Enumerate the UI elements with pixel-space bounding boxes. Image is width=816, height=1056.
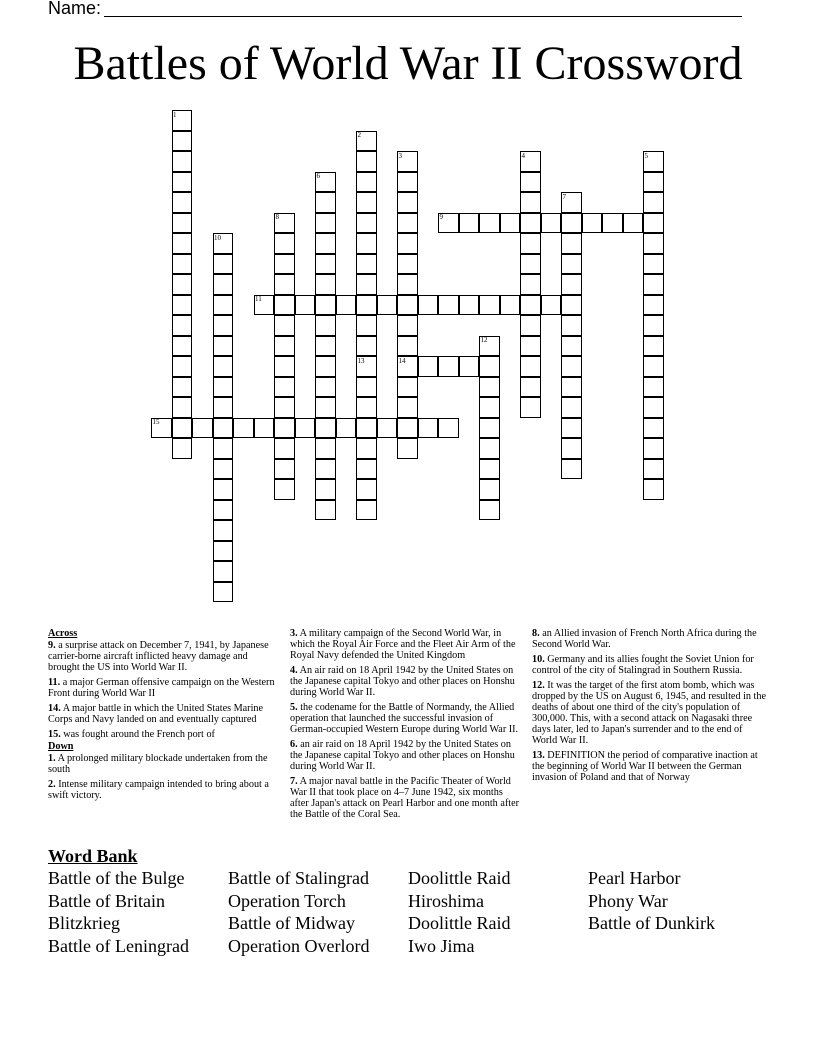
crossword-cell[interactable] (520, 295, 541, 316)
crossword-cell[interactable] (438, 356, 459, 377)
crossword-cell[interactable] (172, 192, 193, 213)
crossword-cell[interactable] (561, 274, 582, 295)
cell-number: 4 (521, 151, 525, 160)
crossword-cell[interactable] (356, 151, 377, 172)
crossword-cell[interactable] (561, 356, 582, 377)
crossword-cell[interactable] (643, 172, 664, 193)
crossword-cell[interactable] (356, 479, 377, 500)
crossword-cell[interactable] (274, 295, 295, 316)
crossword-cell[interactable] (643, 418, 664, 439)
crossword-cell[interactable] (315, 438, 336, 459)
crossword-cell[interactable] (520, 254, 541, 275)
crossword-cell[interactable] (315, 192, 336, 213)
crossword-cell[interactable] (315, 479, 336, 500)
crossword-cell[interactable] (643, 377, 664, 398)
crossword-cell[interactable] (192, 418, 213, 439)
crossword-cell[interactable] (315, 274, 336, 295)
crossword-cell[interactable] (233, 418, 254, 439)
crossword-cell[interactable] (213, 336, 234, 357)
crossword-cell[interactable] (172, 438, 193, 459)
crossword-cell[interactable] (213, 500, 234, 521)
crossword-cell[interactable] (561, 397, 582, 418)
cell-number: 5 (644, 151, 648, 160)
crossword-cell[interactable] (315, 213, 336, 234)
crossword-cell[interactable] (213, 520, 234, 541)
crossword-cell[interactable] (397, 418, 418, 439)
crossword-cell[interactable] (274, 315, 295, 336)
crossword-cell[interactable] (479, 377, 500, 398)
crossword-cell[interactable] (356, 233, 377, 254)
crossword-cell[interactable] (623, 213, 644, 234)
clue-across-14: 14. A major battle in which the United States Marine Corps and Navy landed on and eventually captured (48, 703, 264, 725)
clue-across-11: 11. a major German offensive campaign on the Western Front during World War II (48, 677, 275, 699)
crossword-cell[interactable] (172, 172, 193, 193)
crossword-cell[interactable] (459, 295, 480, 316)
crossword-cell[interactable] (315, 233, 336, 254)
crossword-cell[interactable] (561, 438, 582, 459)
crossword-cell[interactable] (479, 418, 500, 439)
crossword-cell[interactable] (295, 418, 316, 439)
cell-number: 6 (316, 172, 320, 180)
crossword-cell[interactable] (254, 418, 275, 439)
crossword-cell[interactable] (520, 192, 541, 213)
crossword-cell[interactable] (561, 254, 582, 275)
crossword-cell[interactable] (479, 213, 500, 234)
crossword-cell[interactable] (541, 213, 562, 234)
crossword-cell[interactable] (172, 254, 193, 275)
word-bank-item: Battle of the Bulge (48, 868, 185, 888)
crossword-cell[interactable] (356, 295, 377, 316)
word-bank-item: Phony War (588, 891, 668, 911)
across-heading: Across (48, 628, 78, 639)
word-bank-item: Battle of Leningrad (48, 936, 189, 956)
crossword-cell[interactable] (479, 438, 500, 459)
crossword-cell[interactable] (643, 479, 664, 500)
cell-number: 12 (480, 336, 488, 344)
crossword-cell[interactable] (274, 233, 295, 254)
crossword-cell[interactable] (356, 377, 377, 398)
clue-across-9: 9. a surprise attack on December 7, 1941, by Japanese carrier-borne aircraft inflicted heavy damage and brought the US into World War II. (48, 640, 269, 673)
crossword-cell[interactable] (643, 438, 664, 459)
crossword-cell[interactable] (643, 274, 664, 295)
crossword-cell[interactable] (397, 192, 418, 213)
crossword-cell[interactable] (438, 418, 459, 439)
crossword-cell[interactable] (520, 315, 541, 336)
clues-column-2 (290, 628, 522, 824)
crossword-cell[interactable] (356, 192, 377, 213)
crossword-cell[interactable] (172, 151, 193, 172)
crossword-cell[interactable] (336, 295, 357, 316)
crossword-cell[interactable] (172, 377, 193, 398)
crossword-cell[interactable] (643, 295, 664, 316)
crossword-cell[interactable] (213, 377, 234, 398)
crossword-cell[interactable] (500, 213, 521, 234)
crossword-cell[interactable] (213, 418, 234, 439)
crossword-cell[interactable] (213, 438, 234, 459)
crossword-cell[interactable] (520, 172, 541, 193)
crossword-cell[interactable] (172, 213, 193, 234)
crossword-cell[interactable] (602, 213, 623, 234)
crossword-cell[interactable] (213, 479, 234, 500)
cell-number: 15 (152, 418, 160, 426)
crossword-cell[interactable] (561, 377, 582, 398)
crossword-cell[interactable] (643, 315, 664, 336)
crossword-cell[interactable] (561, 418, 582, 439)
crossword-cell[interactable] (397, 233, 418, 254)
crossword-cell[interactable] (213, 459, 234, 480)
clue-down-8: 8. an Allied invasion of French North Africa during the Second World War. (532, 628, 757, 650)
word-bank-item: Iwo Jima (408, 936, 475, 956)
crossword-cell[interactable] (520, 377, 541, 398)
clue-down-7: 7. A major naval battle in the Pacific Theater of World War II that took place on 4–7 June 1942, six months after Japan's attack on Pearl Harbor and one month after the Battle of the Coral Sea. (290, 776, 519, 820)
clues-column-3 (532, 628, 770, 787)
word-bank-item: Doolittle Raid (408, 868, 511, 888)
crossword-cell[interactable] (561, 336, 582, 357)
cell-number: 1 (173, 110, 177, 119)
clue-down-3: 3. A military campaign of the Second World War, in which the Royal Air Force and the Fleet Air Arm of the Royal Navy defended the United Kingdom (290, 628, 516, 661)
page-title: Battles of World War II Crossword (73, 37, 743, 90)
crossword-cell[interactable] (274, 459, 295, 480)
crossword-cell[interactable] (561, 459, 582, 480)
crossword-cell[interactable] (520, 213, 541, 234)
crossword-cell[interactable] (315, 254, 336, 275)
crossword-cell[interactable] (397, 438, 418, 459)
crossword-cell[interactable] (172, 336, 193, 357)
crossword-cell[interactable] (315, 295, 336, 316)
clue-down-6: 6. an air raid on 18 April 1942 by the United States on the Japanese capital Tokyo and other places on Honshu during World War II. (290, 739, 515, 772)
crossword-cell[interactable] (356, 274, 377, 295)
clue-down-13: 13. DEFINITION the period of comparative inaction at the beginning of World War II between the German invasion of Poland and that of Norway (532, 750, 758, 783)
crossword-cell[interactable] (356, 500, 377, 521)
crossword-cell[interactable] (274, 254, 295, 275)
crossword-cell[interactable] (418, 295, 439, 316)
cell-number: 10 (214, 233, 221, 242)
crossword-cell[interactable] (479, 459, 500, 480)
crossword-cell[interactable] (213, 295, 234, 316)
word-bank-item: Battle of Stalingrad (228, 868, 369, 888)
crossword-cell[interactable] (397, 172, 418, 193)
crossword-cell[interactable] (643, 459, 664, 480)
crossword-cell[interactable] (172, 131, 193, 152)
crossword-cell[interactable] (356, 397, 377, 418)
word-bank-item: Doolittle Raid (408, 913, 511, 933)
crossword-cell[interactable] (643, 356, 664, 377)
crossword-cell[interactable] (356, 315, 377, 336)
crossword-cell[interactable] (377, 418, 398, 439)
crossword-cell[interactable] (315, 459, 336, 480)
word-bank-item: Battle of Midway (228, 913, 355, 933)
crossword-cell[interactable] (643, 254, 664, 275)
crossword-cell[interactable] (315, 377, 336, 398)
crossword-cell[interactable] (274, 377, 295, 398)
crossword-cell[interactable] (643, 336, 664, 357)
cell-number: 8 (275, 213, 279, 221)
crossword-cell[interactable] (172, 418, 193, 439)
clue-down-4: 4. An air raid on 18 April 1942 by the United States on the Japanese capital Tokyo and other places on Honshu during World War II. (290, 665, 515, 698)
crossword-cell[interactable] (213, 561, 234, 582)
crossword-cell[interactable] (643, 233, 664, 254)
crossword-cell[interactable] (582, 213, 603, 234)
crossword-cell[interactable] (295, 295, 316, 316)
crossword-cell[interactable] (274, 336, 295, 357)
crossword-cell[interactable] (397, 213, 418, 234)
crossword-cell[interactable] (356, 336, 377, 357)
crossword-cell[interactable] (438, 295, 459, 316)
crossword-cell[interactable] (315, 397, 336, 418)
crossword-cell[interactable] (356, 438, 377, 459)
crossword-cell[interactable] (213, 254, 234, 275)
crossword-cell[interactable] (315, 315, 336, 336)
clue-down-5: 5. the codename for the Battle of Normandy, the Allied operation that launched the successful invasion of German-occupied Western Europe during World War II. (290, 702, 519, 735)
cell-number: 11 (255, 295, 262, 303)
crossword-cell[interactable] (213, 315, 234, 336)
crossword-cell[interactable] (418, 418, 439, 439)
cell-number: 13 (357, 356, 365, 365)
crossword-cell[interactable] (213, 397, 234, 418)
clue-down-1: 1. A prolonged military blockade undertaken from the south (48, 753, 268, 775)
crossword-cell[interactable] (459, 356, 480, 377)
word-bank-item: Pearl Harbor (588, 868, 681, 888)
crossword-cell[interactable] (213, 582, 234, 603)
crossword-cell[interactable] (172, 356, 193, 377)
crossword-cell[interactable] (541, 295, 562, 316)
crossword-cell[interactable] (479, 356, 500, 377)
crossword-cell[interactable] (274, 274, 295, 295)
cell-number: 7 (562, 192, 566, 201)
crossword-cell[interactable] (397, 254, 418, 275)
crossword-cell[interactable] (172, 233, 193, 254)
crossword-cell[interactable] (213, 356, 234, 377)
crossword-cell[interactable] (500, 295, 521, 316)
crossword-cell[interactable] (315, 356, 336, 377)
word-bank-item: Operation Torch (228, 891, 346, 911)
crossword-cell[interactable] (520, 397, 541, 418)
crossword-cell[interactable] (274, 479, 295, 500)
crossword-cell[interactable] (213, 274, 234, 295)
crossword-cell[interactable] (397, 377, 418, 398)
crossword-cell[interactable] (479, 295, 500, 316)
word-bank-item: Hiroshima (408, 891, 484, 911)
crossword-cell[interactable] (315, 336, 336, 357)
cell-number: 2 (357, 131, 361, 139)
crossword-cell[interactable] (520, 274, 541, 295)
name-label: Name: (48, 0, 102, 18)
word-bank-item: Battle of Britain (48, 891, 165, 911)
crossword-cell[interactable] (459, 213, 480, 234)
crossword-cell[interactable] (356, 172, 377, 193)
crossword-cell[interactable] (643, 192, 664, 213)
word-bank-title: Word Bank (48, 846, 138, 866)
crossword-cell[interactable] (377, 295, 398, 316)
clue-down-2: 2. Intense military campaign intended to bring about a swift victory. (48, 779, 269, 801)
crossword-cell[interactable] (479, 479, 500, 500)
crossword-cell[interactable] (479, 500, 500, 521)
crossword-cell[interactable] (274, 397, 295, 418)
crossword-cell[interactable] (418, 356, 439, 377)
cell-number: 14 (398, 356, 406, 365)
crossword-cell[interactable] (397, 315, 418, 336)
crossword-cell[interactable] (520, 356, 541, 377)
crossword-cell[interactable] (274, 418, 295, 439)
crossword-cell[interactable] (643, 213, 664, 234)
down-heading: Down (48, 741, 74, 752)
crossword-cell[interactable] (356, 459, 377, 480)
clues-column-1 (48, 628, 278, 805)
cell-number: 9 (439, 213, 443, 221)
crossword-cell[interactable] (213, 541, 234, 562)
crossword-cell[interactable] (520, 233, 541, 254)
crossword-cell[interactable] (315, 500, 336, 521)
crossword-cell[interactable] (172, 397, 193, 418)
crossword-cell[interactable] (172, 295, 193, 316)
word-bank-item: Battle of Dunkirk (588, 913, 715, 933)
crossword-cell[interactable] (274, 438, 295, 459)
cell-number: 3 (398, 151, 402, 160)
clue-across-15: 15. was fought around the French port of (48, 729, 215, 740)
crossword-cell[interactable] (274, 356, 295, 377)
crossword-cell[interactable] (356, 418, 377, 439)
crossword-cell[interactable] (336, 418, 357, 439)
crossword-cell[interactable] (356, 213, 377, 234)
crossword-cell[interactable] (172, 315, 193, 336)
crossword-cell[interactable] (479, 397, 500, 418)
crossword-cell[interactable] (561, 315, 582, 336)
crossword-cell[interactable] (561, 233, 582, 254)
crossword-cell[interactable] (397, 295, 418, 316)
crossword-cell[interactable] (356, 254, 377, 275)
crossword-cell[interactable] (397, 336, 418, 357)
clue-down-10: 10. Germany and its allies fought the Soviet Union for control of the city of Stalingrad in Southern Russia. (532, 654, 754, 676)
crossword-cell[interactable] (172, 274, 193, 295)
crossword-cell[interactable] (561, 295, 582, 316)
clue-down-12: 12. It was the target of the first atom bomb, which was dropped by the US on August 6, 1945, and resulted in the deaths of about one third of the city's population of 300,000. This, with a second attack on Nagasaki three days later, led to Japan's surrender and to the end of World War II. (532, 680, 767, 746)
crossword-cell[interactable] (397, 397, 418, 418)
crossword-cell[interactable] (315, 418, 336, 439)
crossword-cell[interactable] (643, 397, 664, 418)
word-bank-item: Blitzkrieg (48, 913, 120, 933)
crossword-cell[interactable] (520, 336, 541, 357)
crossword-cell[interactable] (561, 213, 582, 234)
crossword-cell[interactable] (397, 274, 418, 295)
word-bank-item: Operation Overlord (228, 936, 370, 956)
